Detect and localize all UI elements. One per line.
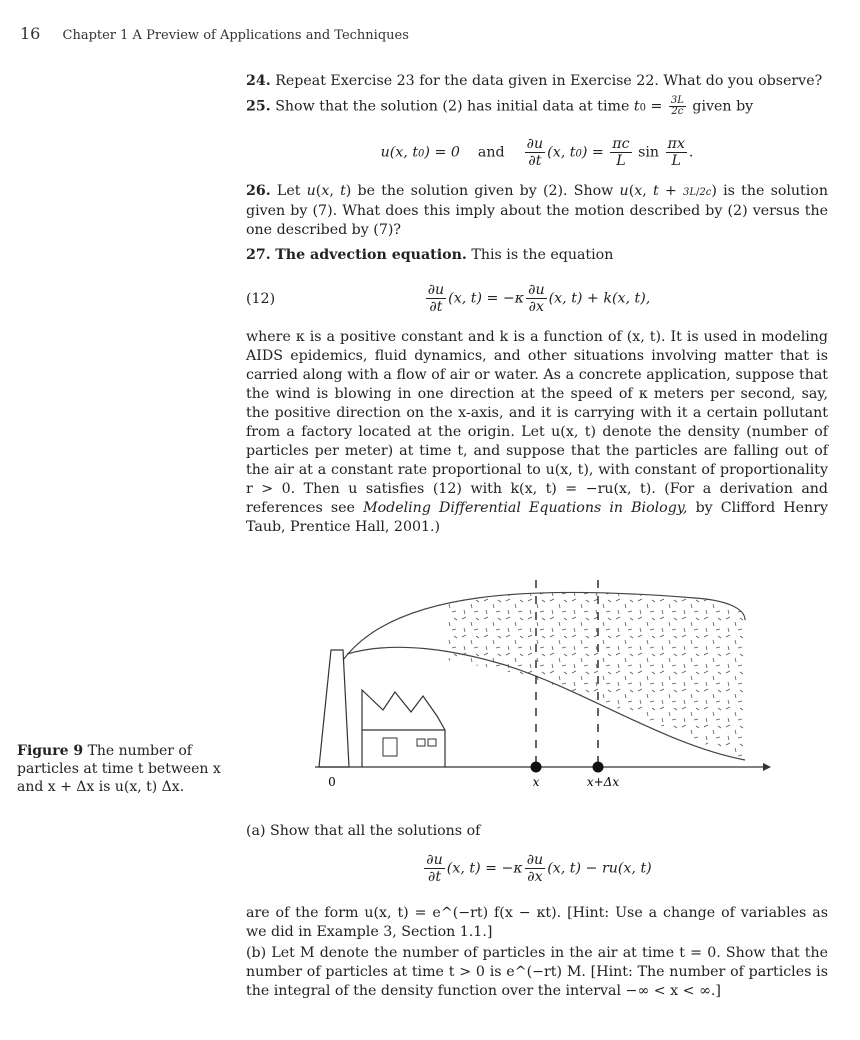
- paragraph-text: by Clifford Henry Taub, Prentice Hall, 2001.): [246, 500, 828, 535]
- figure-caption: [17, 742, 232, 796]
- exercise-number: 25.: [246, 98, 271, 115]
- exercise-number: 26.: [246, 183, 271, 199]
- exercise-27: [246, 246, 828, 265]
- exercise-text: Repeat Exercise 23 for the data given in Exercise 22. What do you observe?: [275, 73, 823, 89]
- x-label: x: [532, 775, 540, 789]
- exercise-text: Let: [276, 183, 301, 199]
- figure-9-diagram: [305, 580, 785, 795]
- book-title: Modeling Differential Equations in Biology,: [363, 500, 688, 516]
- part-a-equation: $\frac{\partial u}{\partial t}$ (x, t) = −κ $\frac{\partial u}{\partial x}$ (x, t) − ru(x, t): [426, 852, 652, 885]
- exercise-number: 27.: [246, 247, 271, 263]
- exercise-number: 24.: [246, 73, 271, 89]
- smokestack: [319, 650, 349, 767]
- advection-equation: (12) $\frac{\partial u}{\partial t}$ (x, t) = −κ $\frac{\partial u}{\partial x}$ (x, t) + k(x, t),: [246, 282, 651, 315]
- exercise-text: Show that the solution (2) has initial data at time: [275, 98, 630, 115]
- pollutant-particles: [445, 580, 745, 780]
- initial-data-equation: u(x, t0) = 0 and $\frac{\partial u}{\partial t}$ (x, t0) = $\frac{\pi c}{L}$ sin $\frac{\pi x}{L}$ .: [380, 136, 694, 169]
- figure-label: Figure 9: [17, 743, 84, 759]
- page-number: 16: [20, 24, 41, 43]
- point-x-plus-dx: [593, 762, 604, 773]
- exercise-text: is the solution given by (7). What does this imply about the motion described by (2) versus the one described by (7)?: [246, 183, 828, 238]
- part-a-conclusion: are of the form u(x, t) = e^(−rt) f(x − κt). [Hint: Use a change of variables as we did in Example 3, Section 1.1.]: [246, 905, 828, 940]
- exercise-25: 25. Show that the solution (2) has initial data at time t0 = $\frac{3L}{2c}$ given by: [246, 95, 754, 117]
- factory: [362, 690, 445, 767]
- origin-label: 0: [328, 775, 336, 789]
- exercise-27-paragraph: [246, 328, 828, 537]
- part-b: (b) Let M denote the number of particles in the air at time t = 0. Show that the number of particles at time t > 0 is e^(−rt) M. [Hint: The number of particles is the integral of the density function over the interval −∞ < x < ∞.]: [246, 945, 828, 999]
- figure-caption-text: The number of particles at time t between x and x + Δx is u(x, t) Δx.: [17, 743, 221, 795]
- exercise-24: [246, 72, 828, 91]
- x-plus-dx-label: x+Δx: [586, 775, 620, 789]
- exercise-text: given by: [692, 98, 754, 115]
- exercise-text: This is the equation: [471, 247, 614, 263]
- equation-label: (12): [246, 291, 276, 307]
- chapter-title: Chapter 1 A Preview of Applications and Techniques: [62, 28, 409, 43]
- exercise-text: be the solution given by (2). Show: [357, 183, 614, 199]
- exercise-title: The advection equation.: [275, 247, 467, 263]
- paragraph-text: where κ is a positive constant and k is a function of (x, t). It is used in modeling AIDS epidemics, fluid dynamics, and other situations involving matter that is carried along with a flow of air or water. As a concrete application, suppose that the wind is blowing in one direction at the speed of κ meters per second, say, the positive direction on the x-axis, and it is carrying with it a certain pollutant from a factory located at the origin. Let u(x, t) denote the density (number of particles per meter) at time t, and suppose that the particles are falling out of the air at a constant rate proportional to u(x, t), with constant of proportionality r > 0. Then u satisfies (12) with k(x, t) = −ru(x, t). (For a derivation and references see: [246, 329, 828, 516]
- point-x: [531, 762, 542, 773]
- running-header: [20, 24, 409, 43]
- x-axis-arrow: [763, 763, 771, 771]
- part-a-intro: (a) Show that all the solutions of: [246, 823, 481, 839]
- exercise-26: 26. Let u(x, t) be the solution given by (2). Show u(x, t + 3L/2c) is the solution given by (7). What does this imply about the motion described by (2) versus the one described by (7)?: [246, 183, 828, 238]
